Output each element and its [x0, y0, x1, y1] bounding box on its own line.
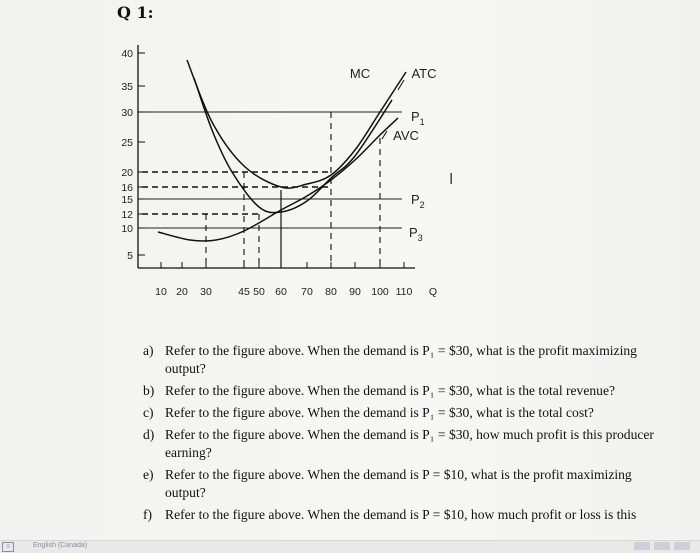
x-tick-label: 90	[349, 286, 361, 298]
x-tick-label: 70	[301, 286, 313, 298]
question-label: d)	[143, 427, 155, 442]
atc-curve	[187, 60, 406, 188]
x-tick-label: 110	[395, 286, 413, 298]
taskbar-tray	[632, 542, 690, 550]
text-cursor-icon: I	[449, 170, 454, 188]
quantity-dashed-lines	[206, 112, 380, 268]
price-lines	[138, 112, 402, 228]
y-tick-label: 35	[121, 81, 133, 93]
taskbar	[0, 540, 700, 553]
avc-curve	[158, 118, 398, 241]
document-icon[interactable]: ≡	[2, 542, 14, 552]
question-text: Refer to the figure above. When the demand is P = $10, how much profit or loss is this	[165, 507, 637, 522]
y-tick-label: 5	[127, 250, 133, 262]
question-a	[143, 342, 663, 378]
y-tick-label: 16	[121, 182, 133, 194]
question-e	[143, 466, 663, 502]
y-tick-label: 15	[121, 194, 133, 206]
price-label-p3: $P_3$	[409, 225, 423, 243]
curve-label-mc: MC	[349, 66, 371, 81]
x-tick-label: 30	[200, 286, 212, 298]
question-label: c)	[143, 405, 154, 420]
price-label-p1: $P_1$	[411, 109, 425, 127]
x-tick-label: 60	[275, 286, 287, 298]
question-label: a)	[143, 343, 154, 358]
x-tick-label: 80	[325, 286, 337, 298]
x-tick-label: 20	[176, 286, 188, 298]
curve-label-avc: AVC	[393, 128, 419, 143]
question-text: Refer to the figure above. When the demand is P₁ = $30, what is the total revenue?	[165, 383, 616, 398]
question-title: Q 1:	[117, 3, 154, 22]
x-axis-symbol: Q	[428, 286, 438, 298]
question-list	[143, 342, 663, 528]
price-label-p2: $P_2$	[411, 192, 425, 210]
mc-curve	[194, 78, 392, 213]
axes	[138, 45, 415, 268]
atc-label-connector	[398, 80, 404, 90]
question-label: f)	[143, 507, 153, 522]
y-tick-label: 40	[121, 48, 133, 60]
x-tick-label: 45	[238, 286, 250, 298]
question-text: Refer to the figure above. When the demand is P₁ = $30, what is the profit maximizing output?	[165, 343, 637, 376]
tray-icon[interactable]	[674, 542, 690, 550]
tray-icon[interactable]	[654, 542, 670, 550]
question-label: b)	[143, 383, 155, 398]
question-text: Refer to the figure above. When the demand is P₁ = $30, what is the total cost?	[165, 405, 594, 420]
y-tick-label: 12	[121, 209, 133, 221]
y-tick-label: 25	[121, 137, 133, 149]
question-d	[143, 426, 663, 462]
x-tick-label: 50	[253, 286, 265, 298]
question-text: Refer to the figure above. When the demand is P = $10, what is the profit maximizing output?	[165, 467, 632, 500]
tick-labels	[121, 48, 437, 298]
tray-icon[interactable]	[634, 542, 650, 550]
question-f	[143, 506, 663, 524]
y-tick-label: 10	[121, 223, 133, 235]
question-b	[143, 382, 663, 400]
curve-label-atc: ATC	[411, 66, 437, 81]
x-tick-label: 100	[371, 286, 389, 298]
y-tick-label: 20	[121, 167, 133, 179]
question-label: e)	[143, 467, 154, 482]
question-text: Refer to the figure above. When the demand is P₁ = $30, how much profit is this producer earning?	[165, 427, 654, 460]
question-c	[143, 404, 663, 422]
x-tick-label: 10	[155, 286, 167, 298]
language-indicator[interactable]: English (Canada)	[33, 542, 88, 549]
y-tick-label: 30	[121, 107, 133, 119]
